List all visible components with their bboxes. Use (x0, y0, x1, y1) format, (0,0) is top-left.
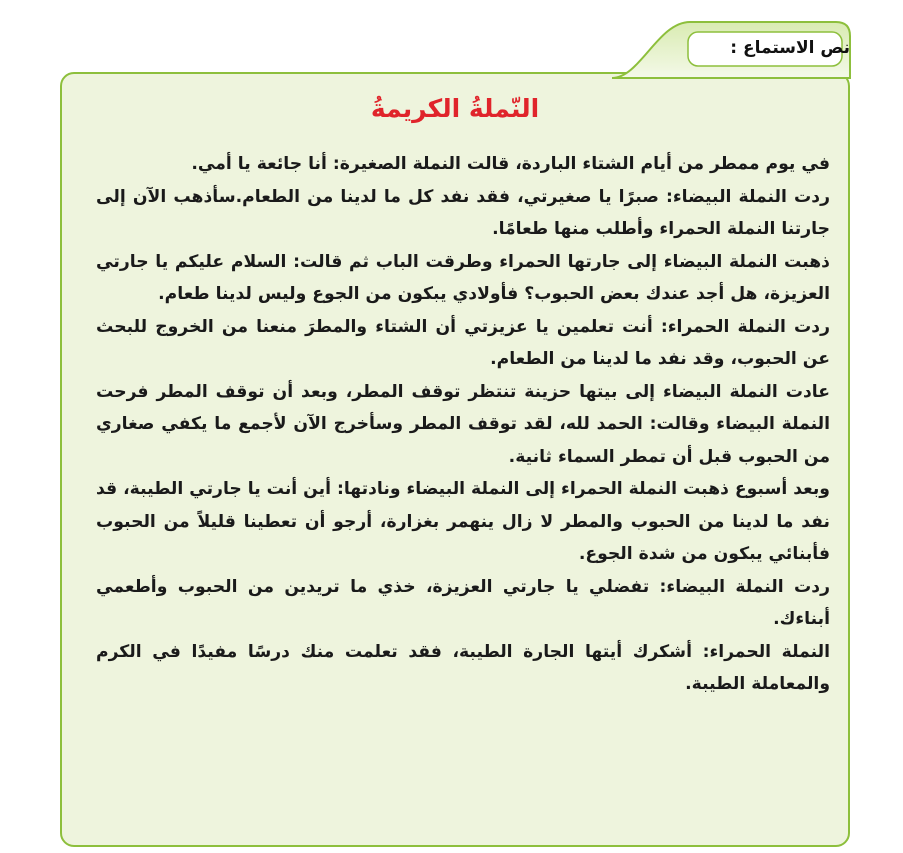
paragraph: وبعد أسبوع ذهبت النملة الحمراء إلى النملة البيضاء ونادتها: أين أنت يا جارتي الطيبة، قد نفد ما لدينا من الحبوب والمطر لا زال ينهمر بغزارة، أرجو أن تعطينا قليلاً من الحبوب فأبنائي يبكون من شدة الجوع. (95, 479, 830, 564)
section-label: نص الاستماع : (730, 38, 850, 58)
paragraph: ردت النملة البيضاء: صبرًا يا صغيرتي، فقد نفد كل ما لدينا من الطعام.سأذهب الآن إلى جارتنا النملة الحمراء وأطلب منها طعامًا. (96, 186, 830, 239)
paragraph: عادت النملة البيضاء إلى بيتها حزينة تنتظر توقف المطر، وبعد أن توقف المطر فرحت النملة البيضاء وقالت: الحمد لله، لقد توقف المطر وسأخرج الآن لأجمع ما يكفي صغاري من الحبوب قبل أن تمطر السماء ثانية. (96, 381, 830, 467)
story-text (96, 148, 830, 701)
paragraph: ردت النملة البيضاء: تفضلي يا جارتي العزيزة، خذي ما تريدين من الحبوب وأطعمي أبناءك. (96, 576, 830, 629)
paragraph: في يوم ممطر من أيام الشتاء الباردة، قالت النملة الصغيرة: أنا جائعة يا أمي. (191, 154, 830, 174)
paragraph: النملة الحمراء: أشكرك أيتها الجارة الطيبة، فقد تعلمت منك درسًا مفيدًا في الكرم والمعاملة الطيبة. (96, 641, 830, 694)
story-title: النّملةُ الكريمةُ (370, 94, 540, 123)
paragraph: ردت النملة الحمراء: أنت تعلمين يا عزيزتي أن الشتاء والمطرَ منعنا من الخروج للبحث عن الحبوب، وقد نفد ما لدينا من الطعام. (96, 316, 830, 369)
paragraph: ذهبت النملة البيضاء إلى جارتها الحمراء وطرقت الباب ثم قالت: السلام عليكم يا جارتي العزيزة، هل أجد عندك بعض الحبوب؟ فأولادي يبكون من الجوع وليس لدينا طعام. (96, 251, 830, 304)
